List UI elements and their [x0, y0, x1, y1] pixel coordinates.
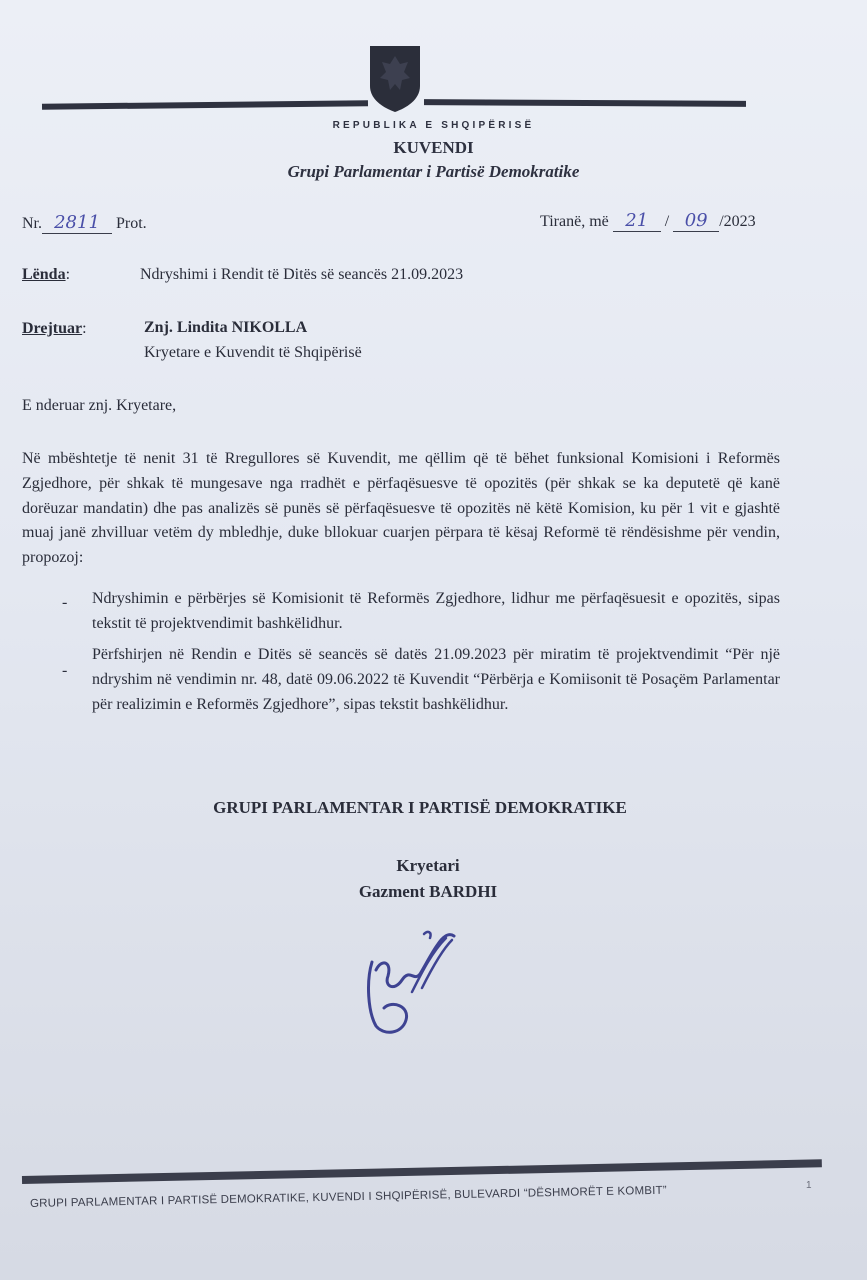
- bullet-marker-2: -: [62, 662, 68, 679]
- handwritten-signature: [362, 922, 462, 1037]
- body-paragraph: Në mbështetje të nenit 31 të Rregullores së Kuvendit, me qëllim që të bëhet funksional Komisioni i Reformës Zgjedhore, për shkak të mungesave nga rradhët e përfaqësuesve të opozitës (për shkak se ka deputetë që kanë dorëuzar mandatin) dhe pas analizës së punës së përfaqësuesve të opozitës në këtë Komision, ku për 1 vit e gjashtë muaj janë zhvilluar vetëm dy mbledhje, duke bllokuar cuarjen përpara të kësaj Reformë të rëndësishme për vendin, propozoj:: [22, 450, 780, 567]
- date-day: 21: [613, 210, 661, 232]
- protocol-number: [22, 212, 147, 234]
- header-rule-right: [424, 99, 746, 107]
- group-heading: Grupi Parlamentar i Partisë Demokratike: [287, 162, 580, 181]
- signatory-name: Gazment BARDHI: [358, 882, 498, 901]
- bullet-item-1: Ndryshimin e përbërjes së Komisionit të Reformës Zgjedhore, lidhur me përfaqësuesit e opozitës, sipas tekstit të projektvendimit bashkëlidhur.: [92, 590, 780, 632]
- subject-colon: :: [65, 266, 71, 283]
- date-month: 09: [673, 210, 719, 232]
- date-year: /2023: [719, 213, 756, 230]
- recipient-title: Kryetare e Kuvendit të Shqipërisë: [144, 344, 362, 361]
- bullet-item-2: Përfshirjen në Rendin e Ditës së seancës së datës 21.09.2023 për miratim të projektvendimit “Për një ndryshim në vendimin nr. 48, datë 09.06.2022 të Kuvendit “Përbërja e Komiisonit të Posaçëm Parlamentar për realizimin e Reformës Zgjedhore”, sipas tekstit bashkëlidhur.: [92, 646, 780, 713]
- place-label: Tiranë, më: [540, 213, 609, 230]
- albanian-emblem-icon: [366, 42, 424, 114]
- signatory-role: Kryetari: [396, 856, 460, 875]
- bullet-marker-1: -: [62, 594, 68, 611]
- header-rule-left: [42, 100, 368, 109]
- subject-label: Lënda: [22, 266, 66, 283]
- date-sep: /: [664, 213, 670, 230]
- signatory-group: GRUPI PARLAMENTAR I PARTISË DEMOKRATIKE: [213, 798, 627, 817]
- nr-prefix: Nr.: [22, 215, 42, 232]
- republic-heading: REPUBLIKA E SHQIPËRISË: [332, 120, 535, 131]
- footer-rule: [22, 1159, 822, 1184]
- prot-label: Prot.: [116, 215, 147, 232]
- recipient-colon: :: [82, 320, 87, 337]
- recipient-line: [22, 320, 87, 338]
- recipient-name: Znj. Lindita NIKOLLA: [144, 319, 308, 336]
- institution-heading: KUVENDI: [393, 138, 474, 157]
- place-date: [540, 210, 756, 232]
- salutation: E nderuar znj. Kryetare,: [22, 397, 177, 414]
- recipient-label: Drejtuar: [22, 320, 83, 337]
- subject-text: Ndryshimi i Rendit të Ditës së seancës 21.09.2023: [140, 266, 464, 283]
- subject-line: [22, 266, 70, 284]
- nr-value: 2811: [42, 212, 112, 234]
- page-number: 1: [806, 1180, 812, 1191]
- footer-address: GRUPI PARLAMENTAR I PARTISË DEMOKRATIKE, KUVENDI I SHQIPËRISË, BULEVARDI “DËSHMORËT E KOMBIT”: [29, 1184, 667, 1210]
